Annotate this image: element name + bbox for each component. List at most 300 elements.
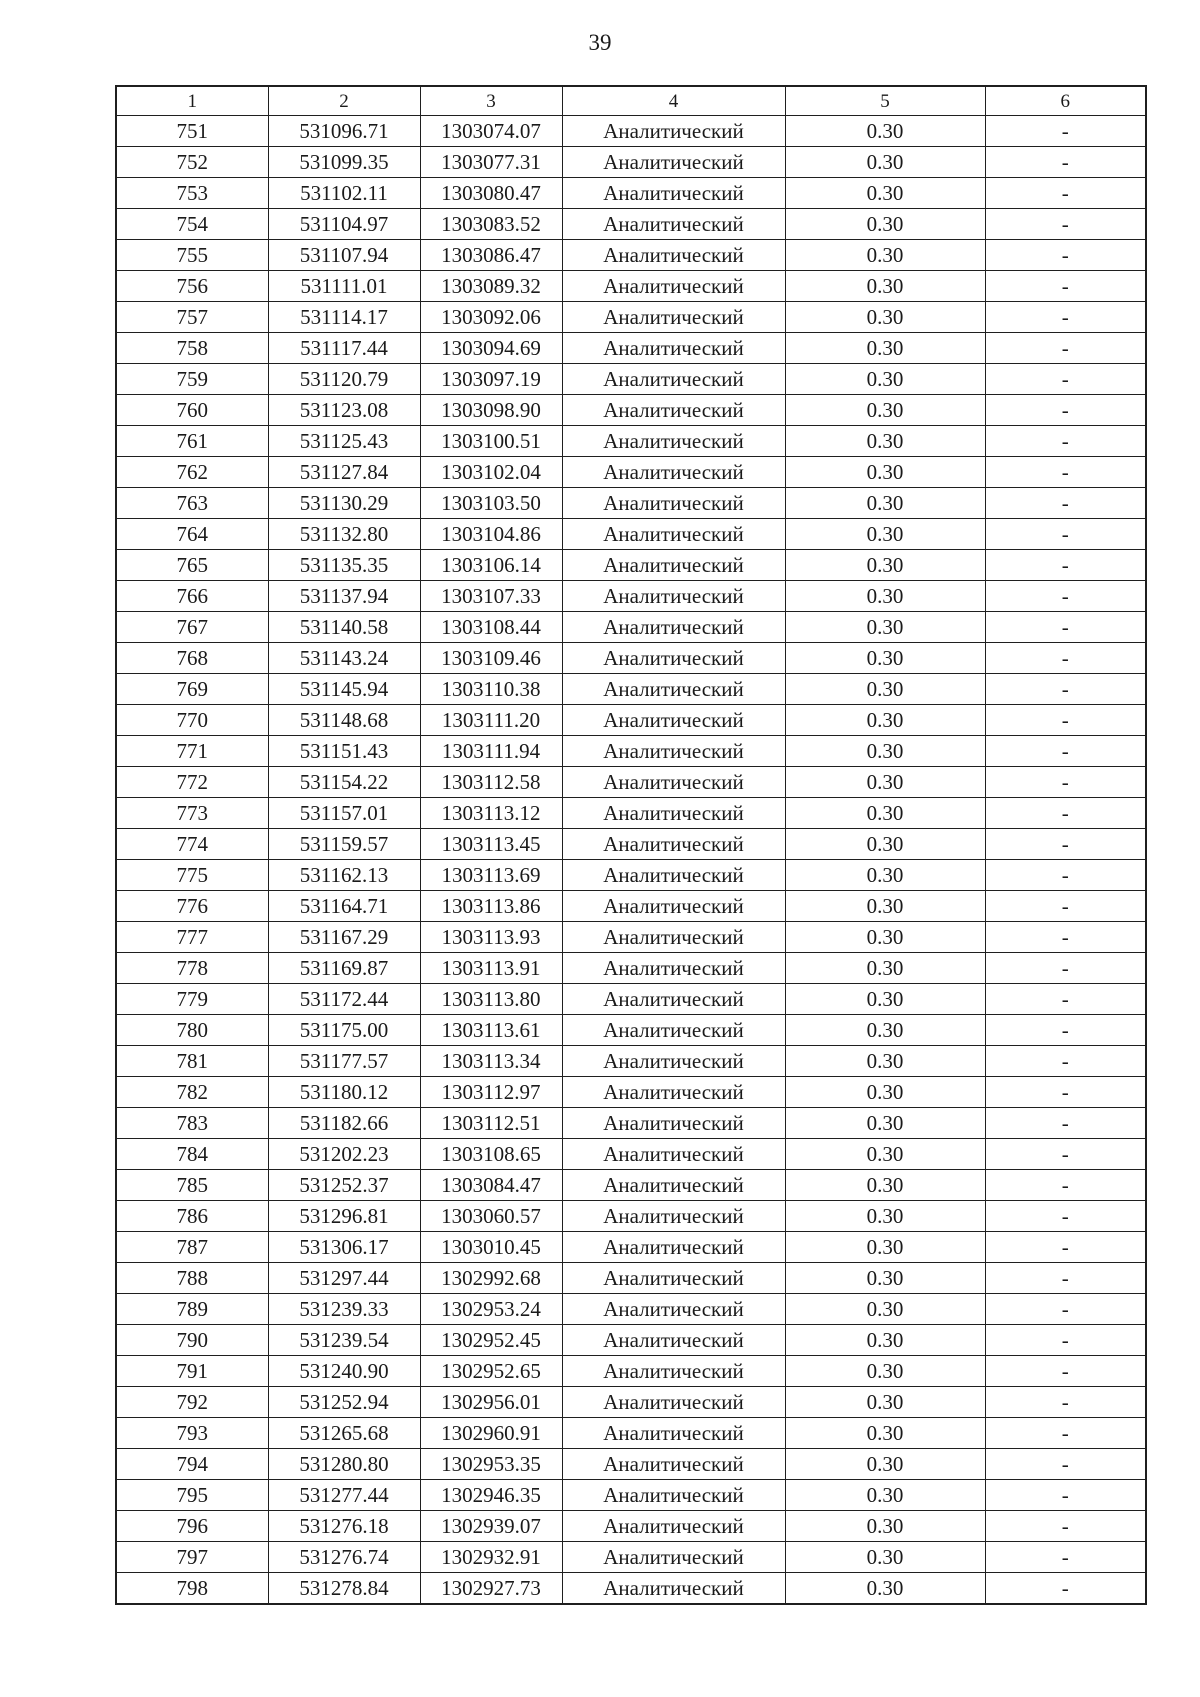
x-coordinate-cell: 531107.94 <box>268 240 420 271</box>
accuracy-cell: 0.30 <box>785 364 985 395</box>
column-header: 3 <box>420 86 562 116</box>
y-coordinate-cell: 1302952.65 <box>420 1356 562 1387</box>
y-coordinate-cell: 1303098.90 <box>420 395 562 426</box>
x-coordinate-cell: 531137.94 <box>268 581 420 612</box>
x-coordinate-cell: 531239.33 <box>268 1294 420 1325</box>
method-cell: Аналитический <box>562 922 785 953</box>
table-row <box>116 1356 1146 1387</box>
x-coordinate-cell: 531252.37 <box>268 1170 420 1201</box>
y-coordinate-cell: 1303103.50 <box>420 488 562 519</box>
method-cell: Аналитический <box>562 1449 785 1480</box>
point-number-cell: 765 <box>116 550 268 581</box>
note-cell: - <box>985 1511 1146 1542</box>
method-cell: Аналитический <box>562 1542 785 1573</box>
method-cell: Аналитический <box>562 1418 785 1449</box>
table-row <box>116 581 1146 612</box>
accuracy-cell: 0.30 <box>785 1077 985 1108</box>
note-cell: - <box>985 1015 1146 1046</box>
x-coordinate-cell: 531177.57 <box>268 1046 420 1077</box>
accuracy-cell: 0.30 <box>785 1573 985 1605</box>
accuracy-cell: 0.30 <box>785 860 985 891</box>
table-body <box>116 116 1146 1605</box>
y-coordinate-cell: 1303113.61 <box>420 1015 562 1046</box>
x-coordinate-cell: 531145.94 <box>268 674 420 705</box>
x-coordinate-cell: 531132.80 <box>268 519 420 550</box>
x-coordinate-cell: 531159.57 <box>268 829 420 860</box>
method-cell: Аналитический <box>562 581 785 612</box>
accuracy-cell: 0.30 <box>785 116 985 147</box>
note-cell: - <box>985 488 1146 519</box>
method-cell: Аналитический <box>562 736 785 767</box>
y-coordinate-cell: 1303077.31 <box>420 147 562 178</box>
accuracy-cell: 0.30 <box>785 891 985 922</box>
point-number-cell: 757 <box>116 302 268 333</box>
accuracy-cell: 0.30 <box>785 395 985 426</box>
method-cell: Аналитический <box>562 1232 785 1263</box>
table-header-row <box>116 86 1146 116</box>
table-row <box>116 736 1146 767</box>
column-header: 5 <box>785 86 985 116</box>
point-number-cell: 759 <box>116 364 268 395</box>
table-row <box>116 1015 1146 1046</box>
accuracy-cell: 0.30 <box>785 798 985 829</box>
y-coordinate-cell: 1302939.07 <box>420 1511 562 1542</box>
x-coordinate-cell: 531182.66 <box>268 1108 420 1139</box>
table-row <box>116 1325 1146 1356</box>
accuracy-cell: 0.30 <box>785 178 985 209</box>
accuracy-cell: 0.30 <box>785 1294 985 1325</box>
point-number-cell: 798 <box>116 1573 268 1605</box>
y-coordinate-cell: 1303080.47 <box>420 178 562 209</box>
point-number-cell: 753 <box>116 178 268 209</box>
table-row <box>116 209 1146 240</box>
method-cell: Аналитический <box>562 1046 785 1077</box>
note-cell: - <box>985 581 1146 612</box>
point-number-cell: 796 <box>116 1511 268 1542</box>
x-coordinate-cell: 531114.17 <box>268 302 420 333</box>
method-cell: Аналитический <box>562 1170 785 1201</box>
table-row <box>116 1542 1146 1573</box>
table-row <box>116 1046 1146 1077</box>
x-coordinate-cell: 531169.87 <box>268 953 420 984</box>
y-coordinate-cell: 1303092.06 <box>420 302 562 333</box>
note-cell: - <box>985 1232 1146 1263</box>
y-coordinate-cell: 1303113.34 <box>420 1046 562 1077</box>
method-cell: Аналитический <box>562 984 785 1015</box>
note-cell: - <box>985 302 1146 333</box>
method-cell: Аналитический <box>562 302 785 333</box>
table-row <box>116 922 1146 953</box>
x-coordinate-cell: 531140.58 <box>268 612 420 643</box>
accuracy-cell: 0.30 <box>785 581 985 612</box>
note-cell: - <box>985 240 1146 271</box>
method-cell: Аналитический <box>562 1511 785 1542</box>
point-number-cell: 768 <box>116 643 268 674</box>
y-coordinate-cell: 1303111.20 <box>420 705 562 736</box>
point-number-cell: 794 <box>116 1449 268 1480</box>
method-cell: Аналитический <box>562 643 785 674</box>
y-coordinate-cell: 1303089.32 <box>420 271 562 302</box>
point-number-cell: 784 <box>116 1139 268 1170</box>
y-coordinate-cell: 1303084.47 <box>420 1170 562 1201</box>
table-row <box>116 1108 1146 1139</box>
method-cell: Аналитический <box>562 798 785 829</box>
y-coordinate-cell: 1303111.94 <box>420 736 562 767</box>
note-cell: - <box>985 457 1146 488</box>
note-cell: - <box>985 798 1146 829</box>
point-number-cell: 780 <box>116 1015 268 1046</box>
y-coordinate-cell: 1303113.69 <box>420 860 562 891</box>
method-cell: Аналитический <box>562 674 785 705</box>
y-coordinate-cell: 1303094.69 <box>420 333 562 364</box>
y-coordinate-cell: 1303097.19 <box>420 364 562 395</box>
x-coordinate-cell: 531143.24 <box>268 643 420 674</box>
accuracy-cell: 0.30 <box>785 1511 985 1542</box>
method-cell: Аналитический <box>562 1387 785 1418</box>
table-row <box>116 550 1146 581</box>
table-row <box>116 1139 1146 1170</box>
x-coordinate-cell: 531167.29 <box>268 922 420 953</box>
point-number-cell: 778 <box>116 953 268 984</box>
table-row <box>116 1449 1146 1480</box>
table-row <box>116 829 1146 860</box>
table-row <box>116 1294 1146 1325</box>
accuracy-cell: 0.30 <box>785 302 985 333</box>
note-cell: - <box>985 333 1146 364</box>
note-cell: - <box>985 705 1146 736</box>
x-coordinate-cell: 531104.97 <box>268 209 420 240</box>
accuracy-cell: 0.30 <box>785 1480 985 1511</box>
x-coordinate-cell: 531123.08 <box>268 395 420 426</box>
y-coordinate-cell: 1302932.91 <box>420 1542 562 1573</box>
table-row <box>116 1170 1146 1201</box>
note-cell: - <box>985 1263 1146 1294</box>
method-cell: Аналитический <box>562 860 785 891</box>
point-number-cell: 773 <box>116 798 268 829</box>
table-row <box>116 767 1146 798</box>
x-coordinate-cell: 531180.12 <box>268 1077 420 1108</box>
point-number-cell: 793 <box>116 1418 268 1449</box>
note-cell: - <box>985 1480 1146 1511</box>
x-coordinate-cell: 531154.22 <box>268 767 420 798</box>
note-cell: - <box>985 1573 1146 1605</box>
table-row <box>116 116 1146 147</box>
method-cell: Аналитический <box>562 271 785 302</box>
accuracy-cell: 0.30 <box>785 767 985 798</box>
table-row <box>116 1511 1146 1542</box>
method-cell: Аналитический <box>562 1108 785 1139</box>
method-cell: Аналитический <box>562 953 785 984</box>
y-coordinate-cell: 1303108.44 <box>420 612 562 643</box>
table-row <box>116 674 1146 705</box>
method-cell: Аналитический <box>562 457 785 488</box>
note-cell: - <box>985 767 1146 798</box>
method-cell: Аналитический <box>562 1480 785 1511</box>
accuracy-cell: 0.30 <box>785 1170 985 1201</box>
method-cell: Аналитический <box>562 1263 785 1294</box>
note-cell: - <box>985 147 1146 178</box>
method-cell: Аналитический <box>562 1139 785 1170</box>
y-coordinate-cell: 1302953.35 <box>420 1449 562 1480</box>
accuracy-cell: 0.30 <box>785 147 985 178</box>
x-coordinate-cell: 531135.35 <box>268 550 420 581</box>
point-number-cell: 792 <box>116 1387 268 1418</box>
table-row <box>116 643 1146 674</box>
coordinates-table <box>115 85 1147 1605</box>
accuracy-cell: 0.30 <box>785 1232 985 1263</box>
y-coordinate-cell: 1303107.33 <box>420 581 562 612</box>
x-coordinate-cell: 531099.35 <box>268 147 420 178</box>
x-coordinate-cell: 531125.43 <box>268 426 420 457</box>
table-row <box>116 395 1146 426</box>
table-row <box>116 1480 1146 1511</box>
note-cell: - <box>985 271 1146 302</box>
y-coordinate-cell: 1302992.68 <box>420 1263 562 1294</box>
accuracy-cell: 0.30 <box>785 457 985 488</box>
x-coordinate-cell: 531127.84 <box>268 457 420 488</box>
note-cell: - <box>985 519 1146 550</box>
point-number-cell: 763 <box>116 488 268 519</box>
x-coordinate-cell: 531278.84 <box>268 1573 420 1605</box>
note-cell: - <box>985 1418 1146 1449</box>
accuracy-cell: 0.30 <box>785 984 985 1015</box>
table-row <box>116 1387 1146 1418</box>
accuracy-cell: 0.30 <box>785 643 985 674</box>
table-row <box>116 302 1146 333</box>
column-header: 1 <box>116 86 268 116</box>
note-cell: - <box>985 1325 1146 1356</box>
accuracy-cell: 0.30 <box>785 519 985 550</box>
point-number-cell: 787 <box>116 1232 268 1263</box>
table-row <box>116 240 1146 271</box>
x-coordinate-cell: 531120.79 <box>268 364 420 395</box>
point-number-cell: 789 <box>116 1294 268 1325</box>
x-coordinate-cell: 531117.44 <box>268 333 420 364</box>
x-coordinate-cell: 531276.18 <box>268 1511 420 1542</box>
accuracy-cell: 0.30 <box>785 1325 985 1356</box>
column-header: 2 <box>268 86 420 116</box>
accuracy-cell: 0.30 <box>785 1418 985 1449</box>
y-coordinate-cell: 1303074.07 <box>420 116 562 147</box>
point-number-cell: 754 <box>116 209 268 240</box>
accuracy-cell: 0.30 <box>785 736 985 767</box>
point-number-cell: 777 <box>116 922 268 953</box>
note-cell: - <box>985 891 1146 922</box>
point-number-cell: 755 <box>116 240 268 271</box>
method-cell: Аналитический <box>562 333 785 364</box>
note-cell: - <box>985 674 1146 705</box>
x-coordinate-cell: 531096.71 <box>268 116 420 147</box>
y-coordinate-cell: 1302953.24 <box>420 1294 562 1325</box>
point-number-cell: 766 <box>116 581 268 612</box>
y-coordinate-cell: 1302927.73 <box>420 1573 562 1605</box>
x-coordinate-cell: 531102.11 <box>268 178 420 209</box>
accuracy-cell: 0.30 <box>785 1449 985 1480</box>
note-cell: - <box>985 178 1146 209</box>
table-row <box>116 1201 1146 1232</box>
accuracy-cell: 0.30 <box>785 426 985 457</box>
point-number-cell: 783 <box>116 1108 268 1139</box>
accuracy-cell: 0.30 <box>785 612 985 643</box>
method-cell: Аналитический <box>562 1201 785 1232</box>
note-cell: - <box>985 1201 1146 1232</box>
y-coordinate-cell: 1303112.97 <box>420 1077 562 1108</box>
accuracy-cell: 0.30 <box>785 1356 985 1387</box>
x-coordinate-cell: 531240.90 <box>268 1356 420 1387</box>
accuracy-cell: 0.30 <box>785 1108 985 1139</box>
y-coordinate-cell: 1303010.45 <box>420 1232 562 1263</box>
method-cell: Аналитический <box>562 767 785 798</box>
point-number-cell: 779 <box>116 984 268 1015</box>
x-coordinate-cell: 531280.80 <box>268 1449 420 1480</box>
note-cell: - <box>985 1170 1146 1201</box>
note-cell: - <box>985 209 1146 240</box>
method-cell: Аналитический <box>562 488 785 519</box>
table-row <box>116 1263 1146 1294</box>
table-row <box>116 519 1146 550</box>
point-number-cell: 774 <box>116 829 268 860</box>
point-number-cell: 782 <box>116 1077 268 1108</box>
note-cell: - <box>985 364 1146 395</box>
note-cell: - <box>985 395 1146 426</box>
point-number-cell: 788 <box>116 1263 268 1294</box>
column-header: 6 <box>985 86 1146 116</box>
x-coordinate-cell: 531297.44 <box>268 1263 420 1294</box>
y-coordinate-cell: 1302946.35 <box>420 1480 562 1511</box>
table-row <box>116 147 1146 178</box>
note-cell: - <box>985 1542 1146 1573</box>
x-coordinate-cell: 531162.13 <box>268 860 420 891</box>
method-cell: Аналитический <box>562 426 785 457</box>
y-coordinate-cell: 1302952.45 <box>420 1325 562 1356</box>
y-coordinate-cell: 1303106.14 <box>420 550 562 581</box>
y-coordinate-cell: 1303086.47 <box>420 240 562 271</box>
point-number-cell: 775 <box>116 860 268 891</box>
x-coordinate-cell: 531252.94 <box>268 1387 420 1418</box>
table-row <box>116 798 1146 829</box>
method-cell: Аналитический <box>562 116 785 147</box>
point-number-cell: 786 <box>116 1201 268 1232</box>
accuracy-cell: 0.30 <box>785 674 985 705</box>
x-coordinate-cell: 531277.44 <box>268 1480 420 1511</box>
y-coordinate-cell: 1303112.58 <box>420 767 562 798</box>
accuracy-cell: 0.30 <box>785 1015 985 1046</box>
point-number-cell: 767 <box>116 612 268 643</box>
table-row <box>116 891 1146 922</box>
y-coordinate-cell: 1303113.91 <box>420 953 562 984</box>
table-row <box>116 953 1146 984</box>
method-cell: Аналитический <box>562 364 785 395</box>
note-cell: - <box>985 953 1146 984</box>
x-coordinate-cell: 531157.01 <box>268 798 420 829</box>
y-coordinate-cell: 1303108.65 <box>420 1139 562 1170</box>
table-row <box>116 1418 1146 1449</box>
table-row <box>116 364 1146 395</box>
point-number-cell: 791 <box>116 1356 268 1387</box>
x-coordinate-cell: 531239.54 <box>268 1325 420 1356</box>
point-number-cell: 752 <box>116 147 268 178</box>
x-coordinate-cell: 531276.74 <box>268 1542 420 1573</box>
method-cell: Аналитический <box>562 178 785 209</box>
accuracy-cell: 0.30 <box>785 829 985 860</box>
method-cell: Аналитический <box>562 891 785 922</box>
note-cell: - <box>985 984 1146 1015</box>
accuracy-cell: 0.30 <box>785 1139 985 1170</box>
accuracy-cell: 0.30 <box>785 705 985 736</box>
method-cell: Аналитический <box>562 519 785 550</box>
note-cell: - <box>985 1139 1146 1170</box>
point-number-cell: 764 <box>116 519 268 550</box>
y-coordinate-cell: 1303083.52 <box>420 209 562 240</box>
point-number-cell: 770 <box>116 705 268 736</box>
y-coordinate-cell: 1303100.51 <box>420 426 562 457</box>
accuracy-cell: 0.30 <box>785 209 985 240</box>
x-coordinate-cell: 531164.71 <box>268 891 420 922</box>
y-coordinate-cell: 1303113.80 <box>420 984 562 1015</box>
method-cell: Аналитический <box>562 1573 785 1605</box>
note-cell: - <box>985 1077 1146 1108</box>
y-coordinate-cell: 1303102.04 <box>420 457 562 488</box>
table-row <box>116 1077 1146 1108</box>
y-coordinate-cell: 1303113.93 <box>420 922 562 953</box>
page-number: 39 <box>588 30 612 55</box>
note-cell: - <box>985 643 1146 674</box>
x-coordinate-cell: 531172.44 <box>268 984 420 1015</box>
note-cell: - <box>985 1294 1146 1325</box>
table-row <box>116 333 1146 364</box>
accuracy-cell: 0.30 <box>785 271 985 302</box>
x-coordinate-cell: 531175.00 <box>268 1015 420 1046</box>
accuracy-cell: 0.30 <box>785 922 985 953</box>
note-cell: - <box>985 922 1146 953</box>
point-number-cell: 797 <box>116 1542 268 1573</box>
method-cell: Аналитический <box>562 1077 785 1108</box>
y-coordinate-cell: 1303113.12 <box>420 798 562 829</box>
accuracy-cell: 0.30 <box>785 953 985 984</box>
table-row <box>116 860 1146 891</box>
note-cell: - <box>985 116 1146 147</box>
method-cell: Аналитический <box>562 209 785 240</box>
point-number-cell: 790 <box>116 1325 268 1356</box>
method-cell: Аналитический <box>562 1356 785 1387</box>
point-number-cell: 771 <box>116 736 268 767</box>
y-coordinate-cell: 1303113.45 <box>420 829 562 860</box>
y-coordinate-cell: 1303109.46 <box>420 643 562 674</box>
table-row <box>116 705 1146 736</box>
accuracy-cell: 0.30 <box>785 1387 985 1418</box>
table-row <box>116 457 1146 488</box>
y-coordinate-cell: 1302960.91 <box>420 1418 562 1449</box>
point-number-cell: 756 <box>116 271 268 302</box>
x-coordinate-cell: 531148.68 <box>268 705 420 736</box>
table-row <box>116 984 1146 1015</box>
method-cell: Аналитический <box>562 240 785 271</box>
x-coordinate-cell: 531296.81 <box>268 1201 420 1232</box>
accuracy-cell: 0.30 <box>785 333 985 364</box>
method-cell: Аналитический <box>562 550 785 581</box>
point-number-cell: 795 <box>116 1480 268 1511</box>
y-coordinate-cell: 1303110.38 <box>420 674 562 705</box>
point-number-cell: 751 <box>116 116 268 147</box>
note-cell: - <box>985 1449 1146 1480</box>
note-cell: - <box>985 1356 1146 1387</box>
x-coordinate-cell: 531151.43 <box>268 736 420 767</box>
accuracy-cell: 0.30 <box>785 240 985 271</box>
point-number-cell: 785 <box>116 1170 268 1201</box>
x-coordinate-cell: 531202.23 <box>268 1139 420 1170</box>
x-coordinate-cell: 531111.01 <box>268 271 420 302</box>
table-row <box>116 1573 1146 1605</box>
